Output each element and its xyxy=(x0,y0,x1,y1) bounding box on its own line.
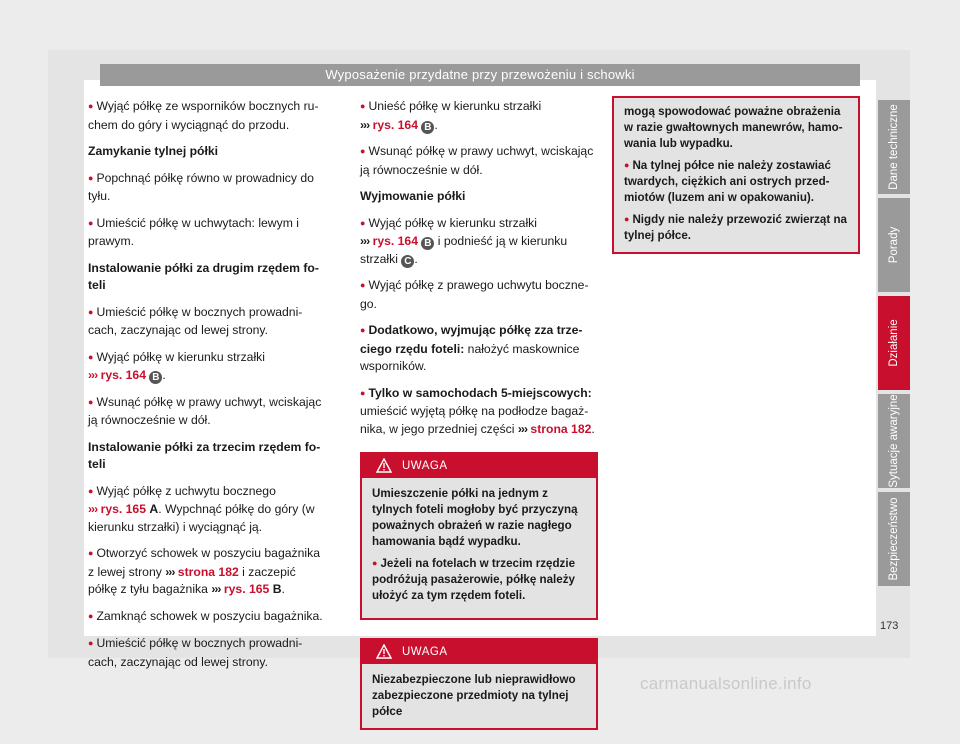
figure-ref: rys. 164 xyxy=(100,368,146,382)
figure-link[interactable] xyxy=(88,368,146,382)
warning-text: Na tylnej półce nie należy zostawiać twardych, ciężkich ani ostrych przedmiotów (luzem ani w opakowaniu). xyxy=(624,159,831,204)
warning-box xyxy=(360,638,598,730)
step-item xyxy=(88,170,326,206)
step-item xyxy=(88,98,326,134)
step-text: Zamknąć schowek w poszyciu bagażnika. xyxy=(96,608,323,623)
circle-label-icon: B xyxy=(421,237,434,250)
warning-box-continued xyxy=(612,96,860,254)
tab-label: Sytuacje awaryjne xyxy=(888,394,900,488)
section-heading: Wyjmowanie półki xyxy=(360,189,466,203)
figure-link[interactable] xyxy=(360,118,418,132)
warning-label: UWAGA xyxy=(402,460,448,472)
tab-label: Działanie xyxy=(888,319,900,367)
arrow-ref-icon: ››› xyxy=(88,502,98,516)
step-item: ● Tylko w samochodach 5-miejscowych: umieścić wyjętą półkę na podłodze bagażnika, w jego przedniej części ››› strona 182. xyxy=(360,385,598,439)
figure-ref: rys. 165 xyxy=(100,502,146,516)
step-text: Wyjąć półkę z prawego uchwytu bocznego. xyxy=(360,278,589,311)
arrow-ref-icon: ››› xyxy=(360,234,370,248)
step-lead: Dodatkowo, wyjmując półkę zza trzeciego rzędu foteli: xyxy=(360,323,583,356)
step-item xyxy=(360,143,598,179)
figure-link[interactable] xyxy=(360,234,418,248)
step-text: Wyjąć półkę z uchwytu bocznego xyxy=(96,483,276,498)
step-item xyxy=(360,277,598,313)
step-text: Umieścić półkę w uchwytach: lewym i prawym. xyxy=(88,215,299,248)
circle-label-icon: C xyxy=(401,255,414,268)
tab-dane-techniczne[interactable] xyxy=(878,100,910,194)
arrow-ref-icon: ››› xyxy=(88,368,98,382)
tab-bezpieczenstwo[interactable] xyxy=(878,492,910,586)
warning-text: mogą spowodować poważne obrażenia w razie gwałtownych manewrów, hamowania lub wypadku. xyxy=(624,105,843,150)
step-text: Unieść półkę w kierunku strzałki xyxy=(368,99,542,113)
step-item xyxy=(88,215,326,251)
figure-link[interactable] xyxy=(211,582,269,596)
tab-label: Dane techniczne xyxy=(888,104,900,190)
warning-body xyxy=(362,664,596,728)
step-item xyxy=(88,483,326,537)
warning-text: Nigdy nie należy przewozić zwierząt na tylnej półce. xyxy=(624,213,847,242)
figure-letter: A xyxy=(149,502,159,516)
step-item xyxy=(88,635,326,671)
warning-text: Jeżeli na fotelach w trzecim rzędzie podróżują pasażerowie, półkę należy ułożyć za tym rzędem foteli. xyxy=(372,557,576,602)
circle-label-icon: B xyxy=(149,371,162,384)
step-item xyxy=(88,394,326,430)
page-link[interactable] xyxy=(518,422,592,436)
page-ref: strona 182 xyxy=(177,564,239,579)
tab-sytuacje-awaryjne[interactable] xyxy=(878,394,910,488)
page-title: Wyposażenie przydatne przy przewożeniu i schowki xyxy=(100,64,860,86)
warning-item xyxy=(624,212,848,244)
step-text: Umieścić półkę w bocznych prowadnicach, zaczynając od lewej strony. xyxy=(88,636,303,669)
page-ref: strona 182 xyxy=(530,421,592,436)
warning-label: UWAGA xyxy=(402,646,448,658)
step-lead: Tylko w samochodach 5-miejscowych: xyxy=(368,385,592,400)
column-left xyxy=(88,98,326,680)
step-text: umieścić wyjętą półkę na podłodze bagażnika, w jego przedniej części xyxy=(360,404,589,436)
warning-triangle-icon xyxy=(376,458,392,473)
tab-label: Porady xyxy=(888,226,900,264)
step-text: i podnieść ją w kierunku strzałki xyxy=(360,234,568,266)
warning-body xyxy=(362,478,596,618)
warning-item xyxy=(624,158,848,206)
warning-header xyxy=(362,454,596,478)
figure-letter: B xyxy=(272,582,282,596)
arrow-ref-icon: ››› xyxy=(165,564,175,579)
figure-ref: rys. 165 xyxy=(223,582,270,596)
warning-header xyxy=(362,640,596,664)
step-item: ● Wyjąć półkę w kierunku strzałki ››› rys. 164 B i podnieść ją w kierunku strzałki C . xyxy=(360,215,598,269)
section-heading: Instalowanie półki za trzecim rzędem foteli xyxy=(88,439,321,471)
step-item xyxy=(88,304,326,340)
step-text: i zaczepić półkę z tyłu bagażnika xyxy=(88,564,296,596)
step-item: ● Wyjąć półkę w kierunku strzałki ››› rys. 164 B . xyxy=(88,349,326,385)
arrow-ref-icon: ››› xyxy=(211,582,221,596)
step-text: Umieścić półkę w bocznych prowadnicach, zaczynając od lewej strony. xyxy=(88,304,303,337)
warning-box xyxy=(360,452,598,620)
watermark: carmanualsonline.info xyxy=(640,674,812,693)
step-text: nałożyć maskownice wsporników. xyxy=(360,341,580,373)
step-text: Otworzyć schowek w poszyciu bagażnika z lewej strony xyxy=(88,546,320,579)
step-item: ● Otworzyć schowek w poszyciu bagażnika z lewej strony ››› strona 182 i zaczepić półkę z tyłu bagażnika ››› rys. 165 B. xyxy=(88,545,326,599)
step-text: Wsunąć półkę w prawy uchwyt, wciskając ją równocześnie w dół. xyxy=(360,144,594,177)
page-number: 173 xyxy=(880,620,899,632)
column-right xyxy=(612,96,860,254)
section-heading: Instalowanie półki za drugim rzędem foteli xyxy=(88,260,319,292)
section-heading: Zamykanie tylnej półki xyxy=(88,144,219,158)
warning-text: Umieszczenie półki na jednym z tylnych foteli mogłoby być przyczyną poważnych obrażeń w razie nagłego hamowania bądź wypadku. xyxy=(372,487,578,548)
step-item xyxy=(88,608,326,627)
step-text: Wyjąć półkę w kierunku strzałki xyxy=(96,349,265,364)
arrow-ref-icon: ››› xyxy=(360,117,370,132)
warning-triangle-icon xyxy=(376,644,392,659)
step-text: Popchnąć półkę równo w prowadnicy do tyłu. xyxy=(88,170,314,203)
warning-item xyxy=(372,556,586,604)
arrow-ref-icon: ››› xyxy=(517,421,528,436)
figure-link[interactable] xyxy=(88,502,146,516)
step-text: . Wypchnąć półkę do góry (w kierunku strzałki) i wyciągnąć ją. xyxy=(88,502,315,534)
circle-label-icon: B xyxy=(421,121,434,134)
step-text: Wyjąć półkę w kierunku strzałki xyxy=(368,215,537,230)
step-text: Wyjąć półkę ze wsporników bocznych ruchem do góry i wyciągnąć do przodu. xyxy=(88,99,319,132)
figure-ref: rys. 164 xyxy=(372,117,418,132)
step-item: ● Unieść półkę w kierunku strzałki ››› rys. 164 B . xyxy=(360,98,598,134)
page-link[interactable] xyxy=(165,565,239,579)
figure-ref: rys. 164 xyxy=(372,234,418,248)
tab-label: Bezpieczeństwo xyxy=(888,497,900,581)
step-text: Wsunąć półkę w prawy uchwyt, wciskając ją równocześnie w dół. xyxy=(88,394,322,427)
tab-porady[interactable] xyxy=(878,198,910,292)
column-middle xyxy=(360,98,598,744)
step-item xyxy=(360,322,598,376)
warning-text: Niezabezpieczone lub nieprawidłowo zabezpieczone przedmioty na tylnej półce xyxy=(372,673,576,718)
tab-dzialanie[interactable] xyxy=(878,296,910,390)
